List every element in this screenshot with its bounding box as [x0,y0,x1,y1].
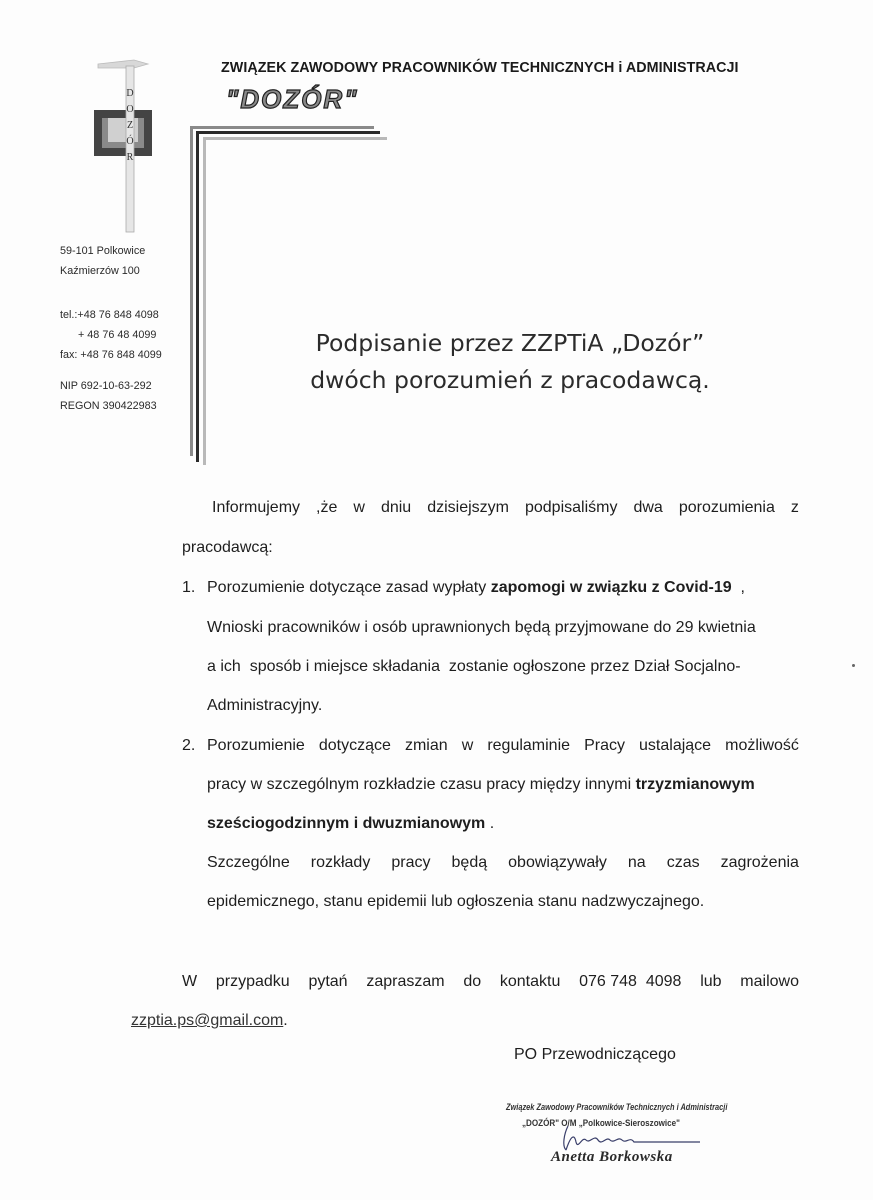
item2-line-5: epidemicznego, stanu epidemii lub ogłoszenia stanu nadzwyczajnego. [207,893,705,910]
word: pracy [391,854,431,871]
word: rozkłady [310,854,371,871]
frame-line [196,131,199,462]
email-link[interactable]: zzptia.ps@gmail.com [131,1012,284,1029]
item2-line-4 [207,854,799,872]
dozor-logo [92,58,154,238]
word: W [182,973,198,990]
item1-tail: , [731,579,745,596]
frame-line [190,126,374,129]
word: z [790,499,799,516]
word: pytań [308,973,348,990]
organization-name: ZWIĄZEK ZAWODOWY PRACOWNIKÓW TECHNICZNYCH i ADMINISTRACJI [221,60,739,76]
word: zagrożenia [720,854,799,871]
logo-letter: D [126,88,134,99]
item1-line-3: a ich sposób i miejsce składania zostanie ogłoszone przez Dział Socjalno- [207,658,741,675]
phone-1: tel.:+48 76 848 4098 [60,309,159,321]
word: możliwość [725,737,799,754]
item2-line-1 [207,737,799,755]
word: Porozumienie [207,737,305,754]
regon-number: REGON 390422983 [60,400,157,412]
word: czas [666,854,700,871]
list-number-2: 2. [182,737,196,754]
word: ustalające [639,737,712,754]
word: ,że [316,499,338,516]
logo-letter: O [126,104,134,115]
postal-code: 59-101 Polkowice [60,245,146,257]
word: będą [451,854,488,871]
frame-line [203,137,387,140]
item1-bold: zapomogi w związku z Covid-19 [490,579,732,596]
word: do [463,973,482,990]
item1-lead: Porozumienie dotyczące zasad wypłaty [207,579,491,596]
fax-number: fax: +48 76 848 4099 [60,349,162,361]
word: dniu [380,499,412,516]
word: obowiązywały [508,854,607,871]
item2-line-3 [207,815,494,833]
organization-short-name: "DOZÓR" [226,84,359,114]
logo-letter: Z [126,120,134,131]
signatory-name: Anetta Borkowska [551,1149,673,1165]
phone-number: 076 748 4098 [579,973,682,990]
item2-bold: trzyzmianowym [635,776,755,793]
word: mailowo [740,973,799,990]
word: podpisaliśmy [524,499,618,516]
stamp-line-2: „DOZÓR" O/M „Polkowice-Sieroszowice" [522,1118,680,1129]
list-number-1: 1. [182,579,196,596]
word: dotyczące [318,737,391,754]
intro-line-2: pracodawcą: [182,539,273,556]
frame-line [196,131,380,134]
frame-line [203,137,206,465]
scan-speck [852,664,855,667]
word: regulaminie [487,737,571,754]
contact-line [182,973,799,991]
word: Pracy [584,737,625,754]
item1-line-1 [207,579,745,597]
word: dzisiejszym [427,499,509,516]
item1-line-2: Wnioski pracowników i osób uprawnionych będą przyjmowane do 29 kwietnia [207,619,756,636]
logo-letter: R [126,152,134,163]
word: porozumienia [678,499,775,516]
frame-line [190,126,193,456]
item2-line-2 [207,776,755,794]
word: zmian [404,737,448,754]
word: zapraszam [366,973,445,990]
word: dwa [633,499,663,516]
handwritten-signature [560,1124,710,1152]
item2-lead: pracy w szczególnym rozkładzie czasu pracy między innymi [207,776,636,793]
document-title [270,325,750,399]
word: w [353,499,365,516]
word: na [627,854,646,871]
item2-bold: sześciogodzinnym i dwuzmianowym [207,815,486,832]
word: kontaktu [499,973,561,990]
intro-line-1 [212,499,799,517]
item1-line-4: Administracyjny. [207,697,323,714]
word: przypadku [215,973,290,990]
stamp-line-1: Związek Zawodowy Pracowników Technicznych i Administracji [506,1102,728,1113]
word: Szczególne [207,854,290,871]
nip-number: NIP 692-10-63-292 [60,380,152,392]
phone-2: + 48 76 48 4099 [78,329,157,341]
title-line-2: dwóch porozumień z pracodawcą. [310,366,710,394]
word: w [461,737,474,754]
street-address: Kaźmierzów 100 [60,265,140,277]
item2-tail: . [485,815,495,832]
signoff: PO Przewodniczącego [514,1046,676,1063]
logo-letter: Ó [126,136,134,147]
email-tail: . [283,1012,288,1029]
email-line [131,1012,288,1030]
title-line-1: Podpisanie przez ZZPTiA „Dozór” [315,329,705,357]
word: lub [700,973,722,990]
word: Informujemy [212,499,301,516]
